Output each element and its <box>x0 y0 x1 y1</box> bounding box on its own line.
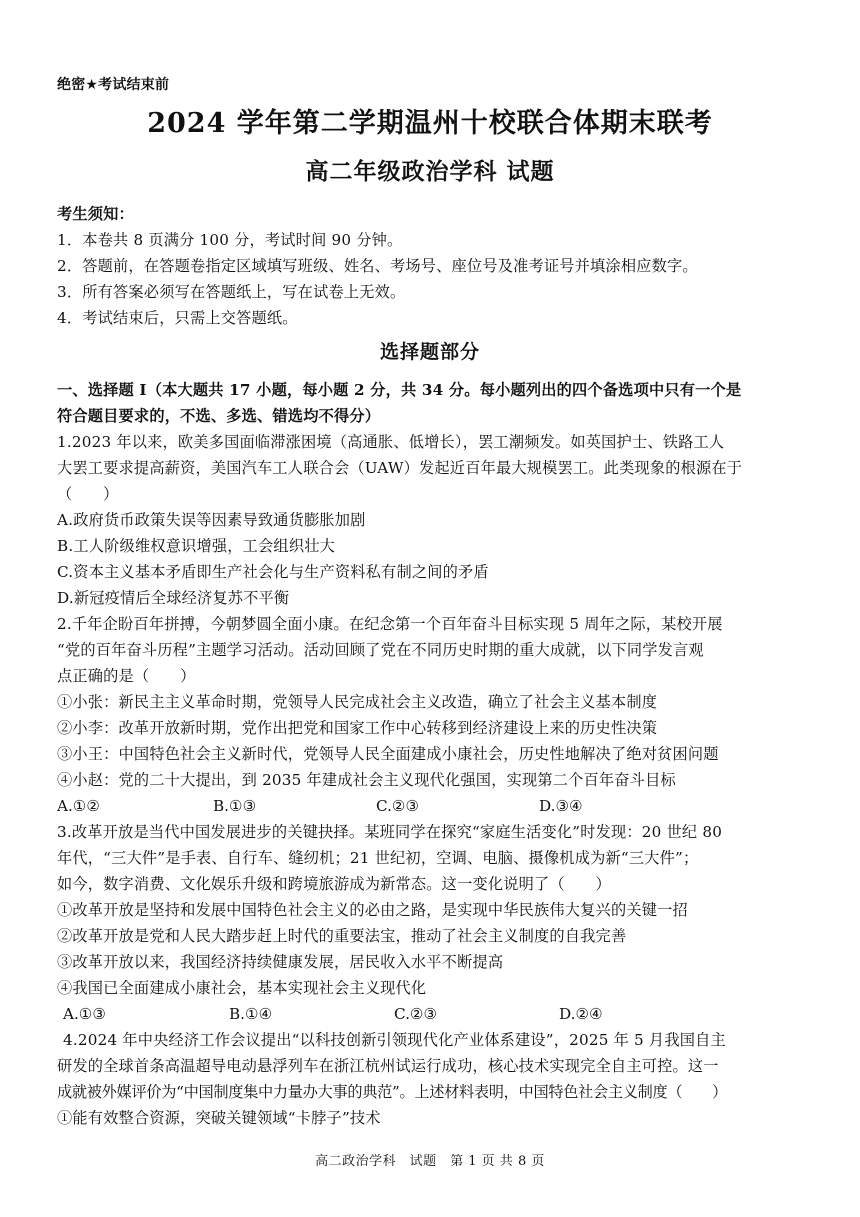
question-2-stem: “党的百年奋斗历程”主题学习活动。活动回顾了党在不同历史时期的重大成就，以下同学发言观 <box>57 641 704 659</box>
question-2-statement: ④小赵：党的二十大提出，到 2035 年建成社会主义现代化强国，实现第二个百年奋斗目标 <box>57 771 676 789</box>
question-3-choice-d: D.②④ <box>559 1005 603 1023</box>
question-2-statement: ②小李：改革开放新时期，党作出把党和国家工作中心转移到经济建设上来的历史性决策 <box>57 719 658 737</box>
question-1-option-b: B.工人阶级维权意识增强，工会组织壮大 <box>57 537 335 555</box>
exam-subtitle: 高二年级政治学科 试题 <box>305 158 555 185</box>
question-1-stem: 1.2023 年以来，欧美多国面临滞涨困境（高通胀、低增长），罢工潮频发。如英国护士、铁路工人 <box>57 433 725 451</box>
question-3-statement: ④我国已全面建成小康社会，基本实现社会主义现代化 <box>57 979 427 997</box>
question-2-stem: 点正确的是（ ） <box>57 667 196 685</box>
question-1-option-d: D.新冠疫情后全球经济复苏不平衡 <box>57 589 290 607</box>
question-1-stem: （ ） <box>57 485 119 503</box>
question-3-statement: ②改革开放是党和人民大踏步赶上时代的重要法宝，推动了社会主义制度的自我完善 <box>57 927 627 945</box>
question-3-stem: 3.改革开放是当代中国发展进步的关键抉择。某班同学在探究“家庭生活变化”时发现：20 世纪 80 <box>57 823 723 841</box>
question-2-choice-b: B.①③ <box>213 797 257 815</box>
notice-item: 1．本卷共 8 页满分 100 分，考试时间 90 分钟。 <box>57 231 403 249</box>
question-3-choices <box>63 1004 823 1024</box>
question-1-option-c: C.资本主义基本矛盾即生产社会化与生产资料私有制之间的矛盾 <box>57 563 489 581</box>
question-1-stem: 大罢工要求提高薪资，美国汽车工人联合会（UAW）发起近百年最大规模罢工。此类现象的根源在于 <box>57 459 743 477</box>
question-2-choice-d: D.③④ <box>539 797 583 815</box>
question-2-stem: 2.千年企盼百年拼搏，今朝梦圆全面小康。在纪念第一个百年奋斗目标实现 5 周年之际，某校开展 <box>57 615 723 633</box>
question-1-option-a: A.政府货币政策失误等因素导致通货膨胀加剧 <box>57 511 366 529</box>
question-2-choice-c: C.②③ <box>376 797 420 815</box>
question-3-stem: 如今，数字消费、文化娱乐升级和跨境旅游成为新常态。这一变化说明了（ ） <box>57 875 611 893</box>
question-3-statement: ①改革开放是坚持和发展中国特色社会主义的必由之路，是实现中华民族伟大复兴的关键一招 <box>57 901 688 919</box>
section-instructions: 一、选择题 I（本大题共 17 小题，每小题 2 分，共 34 分。每小题列出的四个备选项中只有一个是 <box>57 381 742 399</box>
question-3-choice-a: A.①③ <box>63 1005 107 1023</box>
section-instructions: 符合题目要求的，不选、多选、错选均不得分） <box>57 407 381 425</box>
page-footer: 高二政治学科 试题 第 1 页 共 8 页 <box>315 1154 545 1169</box>
section-title: 选择题部分 <box>379 341 480 363</box>
question-2-choices <box>57 796 817 816</box>
question-3-statement: ③改革开放以来，我国经济持续健康发展，居民收入水平不断提高 <box>57 953 504 971</box>
notice-heading: 考生须知： <box>57 205 134 223</box>
notice-item: 3．所有答案必须写在答题纸上，写在试卷上无效。 <box>57 283 406 301</box>
question-2-choice-a: A.①② <box>57 797 101 815</box>
notice-item: 2．答题前，在答题卷指定区域填写班级、姓名、考场号、座位号及准考证号并填涂相应数字。 <box>57 257 698 275</box>
secret-mark: 绝密★考试结束前 <box>57 77 170 93</box>
question-2-statement: ③小王：中国特色社会主义新时代，党领导人民全面建成小康社会，历史性地解决了绝对贫困问题 <box>57 745 719 763</box>
question-3-choice-b: B.①④ <box>229 1005 273 1023</box>
question-4-stem: 4.2024 年中央经济工作会议提出“以科技创新引领现代化产业体系建设”，2025 年 5 月我国自主 <box>63 1031 726 1049</box>
notice-item: 4．考试结束后，只需上交答题纸。 <box>57 309 298 327</box>
question-4-statement: ①能有效整合资源，突破关键领域“卡脖子”技术 <box>57 1109 381 1127</box>
question-4-stem: 研发的全球首条高温超导电动悬浮列车在浙江杭州试运行成功，核心技术实现完全自主可控。这一 <box>57 1057 719 1075</box>
question-3-stem: 年代，“三大件”是手表、自行车、缝纫机；21 世纪初，空调、电脑、摄像机成为新“三大件”； <box>57 849 699 867</box>
question-3-choice-c: C.②③ <box>394 1005 438 1023</box>
exam-title: 2024 学年第二学期温州十校联合体期末联考 <box>147 108 713 139</box>
question-4-stem: 成就被外媒评价为“中国制度集中力量办大事的典范”。上述材料表明，中国特色社会主义制度（ ） <box>57 1083 727 1101</box>
question-2-statement: ①小张：新民主主义革命时期，党领导人民完成社会主义改造，确立了社会主义基本制度 <box>57 693 658 711</box>
